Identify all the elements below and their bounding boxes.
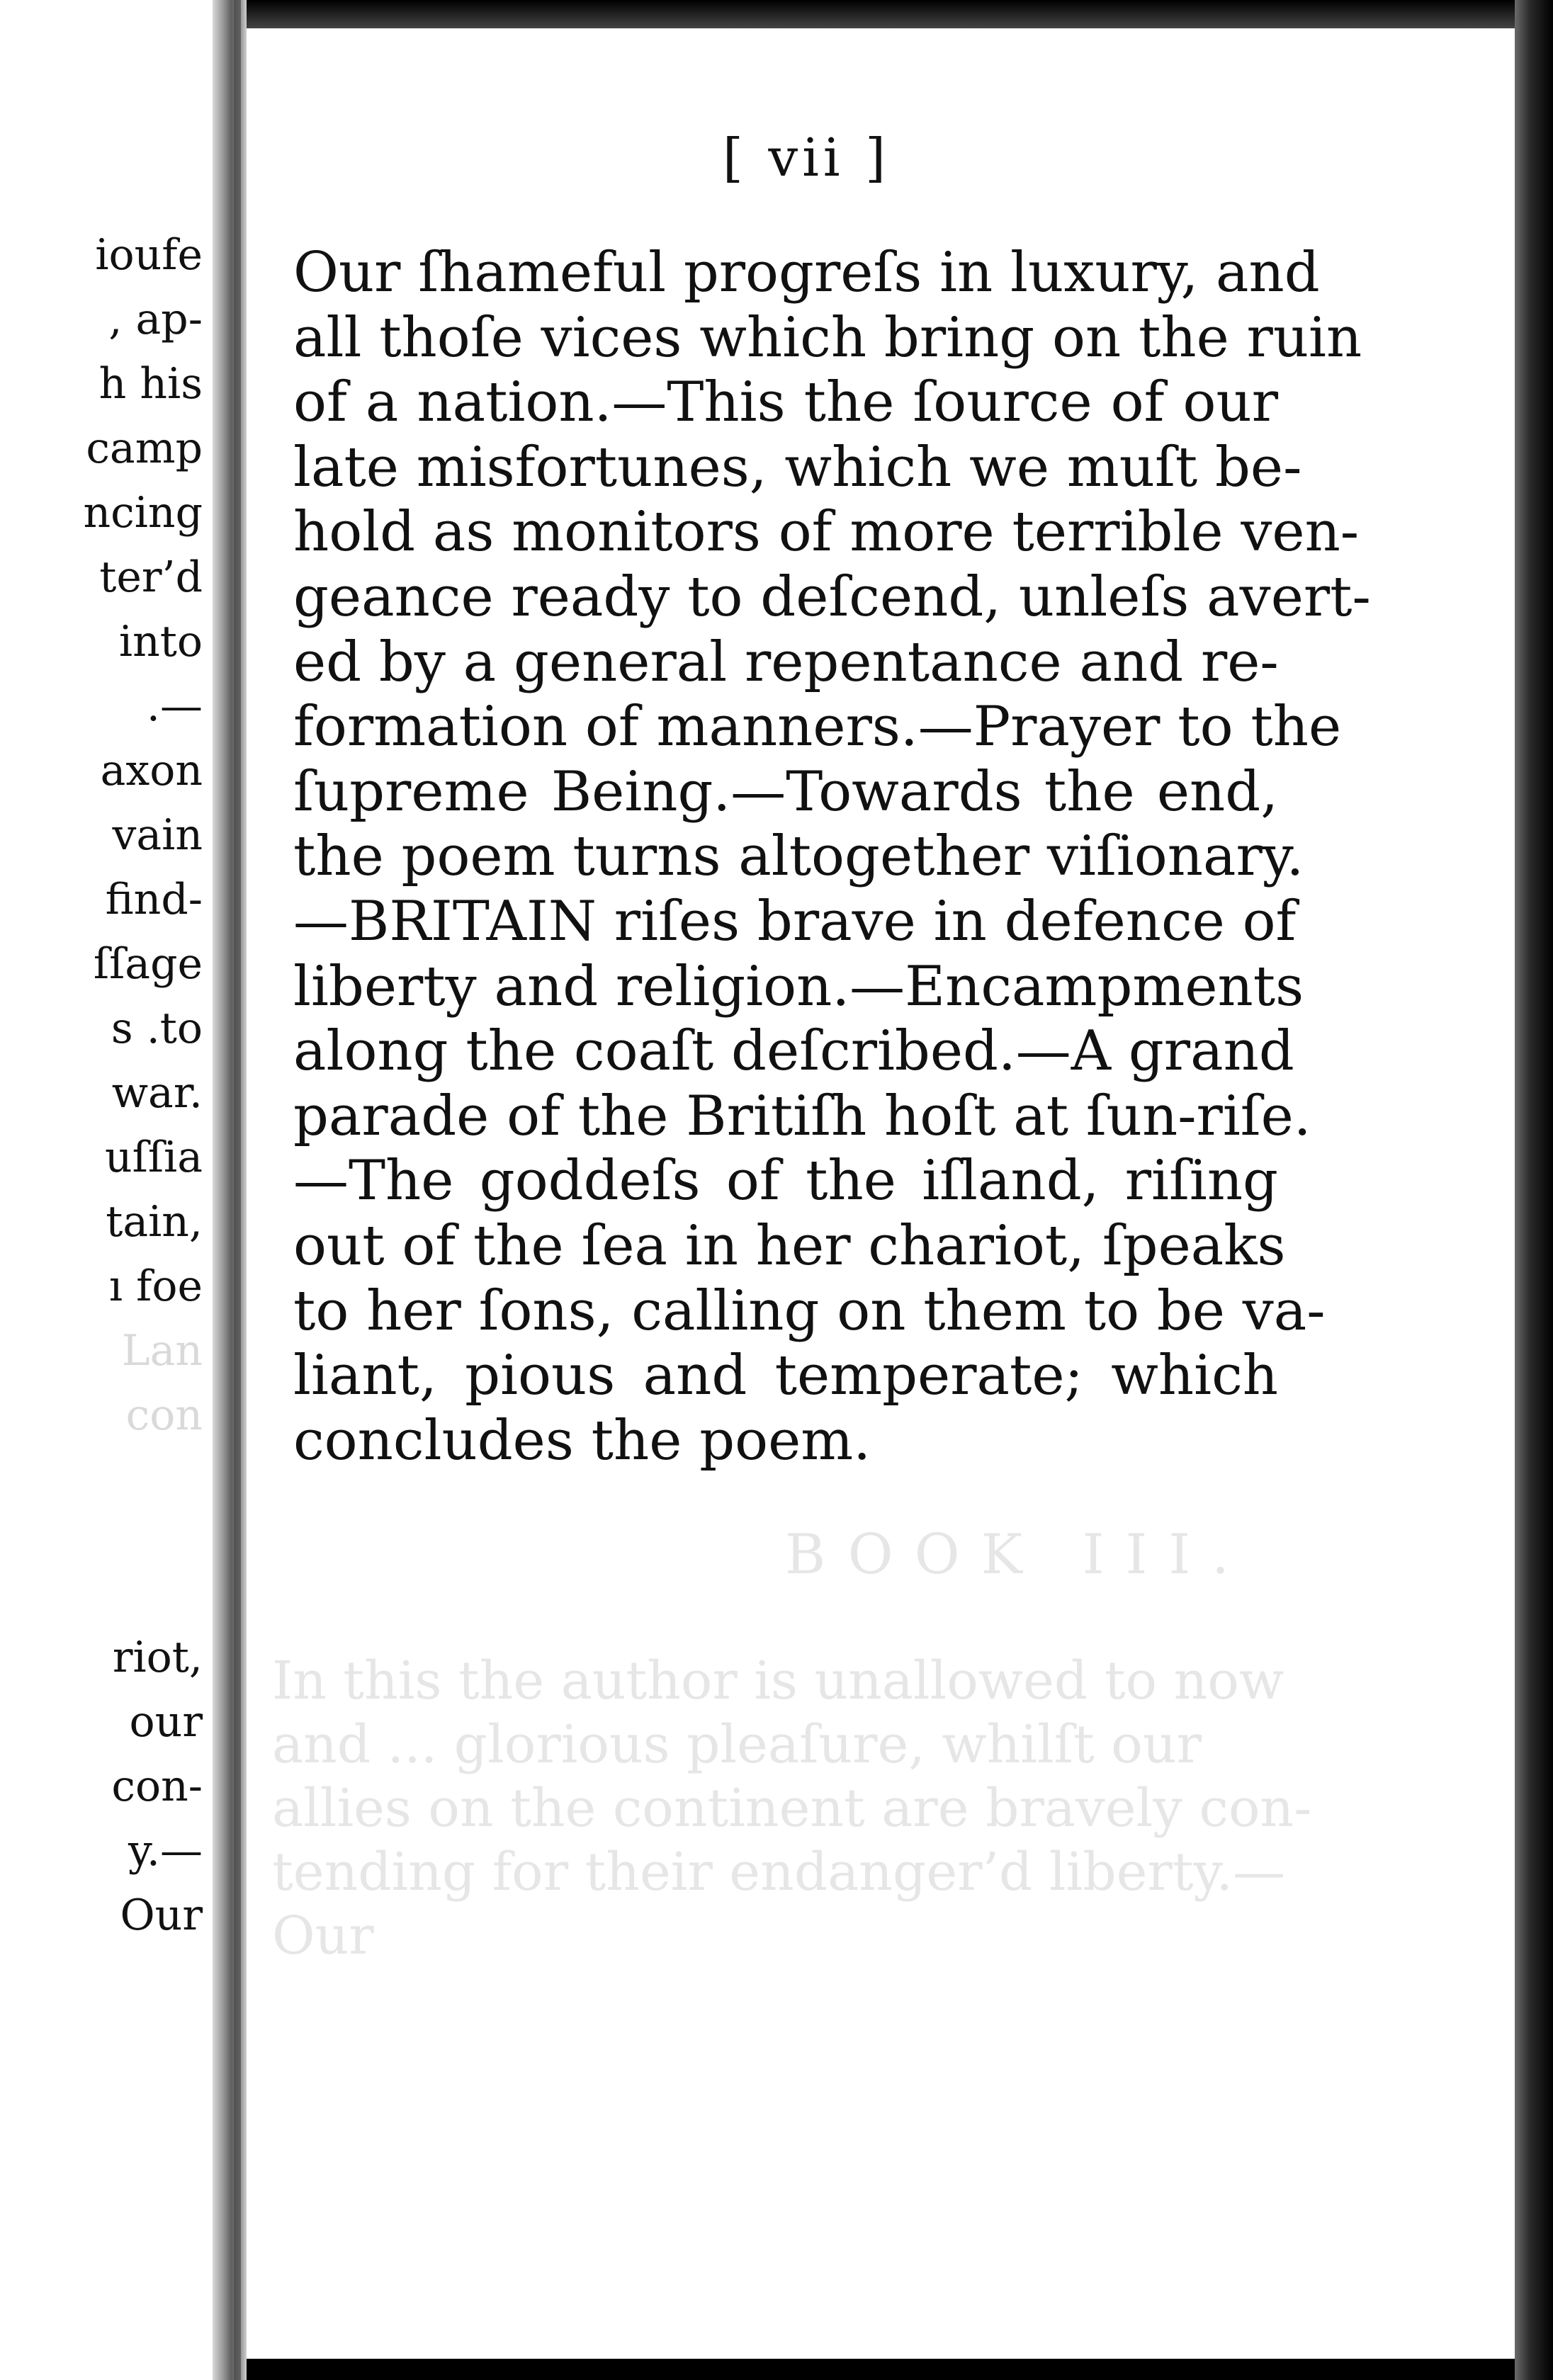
- left-page-fragment: .—: [146, 681, 203, 731]
- left-page-fragment: Our: [120, 1891, 203, 1940]
- bleed-through-line: tending for their endanger’d liberty.—: [272, 1842, 1286, 1903]
- text-line: of a nation.—This the ſource of our: [293, 370, 1278, 435]
- bleed-through-line: allies on the continent are bravely con-: [272, 1778, 1312, 1839]
- text-line: parade of the Britiſh hoſt at ſun-riſe.: [293, 1084, 1311, 1148]
- left-page-fragment: s .to: [111, 1004, 203, 1053]
- left-page-fragment: axon: [100, 746, 203, 795]
- text-line: liant, pious and temperate; which: [293, 1344, 1278, 1408]
- text-line: Our ſhameful progreſs in luxury, and: [293, 241, 1320, 305]
- left-page-fragment: vain: [112, 810, 203, 860]
- text-line: concludes the poem.: [293, 1408, 871, 1473]
- left-page-fragment: war.: [111, 1068, 203, 1118]
- bleed-through-title: BOOK III.: [785, 1523, 1250, 1587]
- text-line: the poem turns altogether viſionary.: [293, 824, 1304, 889]
- text-line: to her ſons, calling on them to be va-: [293, 1279, 1326, 1343]
- page-number-header: [ vii ]: [723, 128, 890, 188]
- text-line: liberty and religion.—Encampments: [293, 954, 1304, 1019]
- left-page-fragment: , ap-: [108, 295, 203, 344]
- left-page-fragment: our: [129, 1697, 203, 1747]
- left-page-fragment: con-: [111, 1762, 203, 1811]
- left-page-fragment: ncing: [83, 488, 203, 538]
- left-page-fragment: into: [118, 617, 203, 667]
- text-line: out of the ſea in her chariot, ſpeaks: [293, 1213, 1286, 1278]
- left-facing-page: [0, 0, 213, 2380]
- text-line: ſupreme Being.—Towards the end,: [293, 759, 1278, 824]
- left-page-fragment: ı foe: [108, 1262, 203, 1311]
- left-page-fragment: tain,: [106, 1197, 203, 1247]
- left-page-fragment: camp: [86, 424, 203, 473]
- text-line: formation of manners.—Prayer to the: [293, 695, 1342, 759]
- left-page-fragment: h his: [98, 359, 203, 409]
- text-line: —BRITAIN riſes brave in defence of: [293, 889, 1297, 953]
- left-page-fragment: ioufe: [95, 230, 203, 280]
- text-line: late misfortunes, which we muſt be-: [293, 435, 1302, 499]
- gutter-shadow-line: [234, 0, 241, 2380]
- left-page-ghost-fragment: Lan: [121, 1326, 203, 1376]
- bleed-through-line: In this the author is unallowed to now: [272, 1650, 1284, 1711]
- text-line: geance ready to deſcend, unleſs avert-: [293, 565, 1371, 629]
- left-page-fragment: riot,: [112, 1633, 203, 1682]
- left-page-fragment: ter’d: [99, 552, 203, 602]
- book-gutter: [213, 0, 247, 2380]
- left-page-fragment: find-: [105, 875, 203, 924]
- text-line: along the coaſt deſcribed.—A grand: [293, 1019, 1294, 1084]
- page-body-text: [293, 241, 1371, 1473]
- left-page-fragment: uſſia: [104, 1133, 203, 1182]
- page-right-edge-shadow: [1515, 0, 1553, 2380]
- page-top-edge: [247, 0, 1515, 28]
- left-page-fragment: y.—: [128, 1826, 203, 1876]
- main-page: [247, 28, 1515, 2359]
- text-line: —The goddeſs of the iſland, riſing: [293, 1149, 1278, 1213]
- text-line: all thoſe vices which bring on the ruin: [293, 305, 1362, 370]
- left-page-fragment: ſſage: [93, 939, 203, 989]
- bleed-through-line: and ... glorious pleaſure, whilſt our: [272, 1714, 1202, 1775]
- left-page-ghost-fragment: con: [125, 1390, 203, 1440]
- text-line: hold as monitors of more terrible ven-: [293, 500, 1360, 565]
- bleed-through-line: Our: [272, 1905, 374, 1966]
- text-line: ed by a general repentance and re-: [293, 630, 1279, 694]
